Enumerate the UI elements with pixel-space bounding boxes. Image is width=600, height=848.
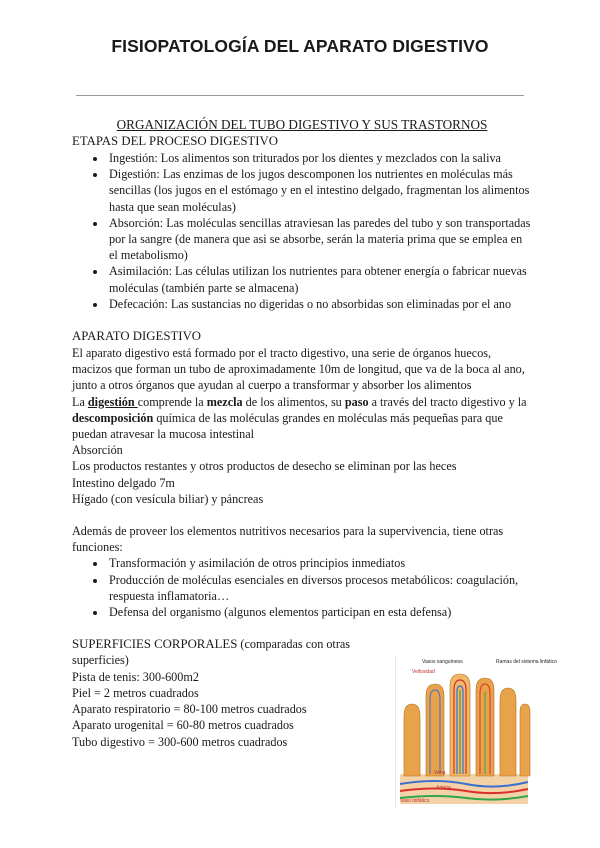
list-item: • Ingestión: Los alimentos son triturados por los dientes y mezclados con la saliva: [107, 150, 532, 166]
surface-item: Aparato urogenital = 60-80 metros cuadrados: [72, 718, 294, 733]
paragraph-aparato: El aparato digestivo está formado por el tracto digestivo, una serie de órganos huecos, macizos que forman un tubo de aproximadamente 10m de longitud, que va de la boca al ano, junto a otros órganos que ayudan al cuerpo a transformar y absorber los alimentos: [72, 346, 525, 393]
label-vaso-linfatico: Vaso linfático: [400, 798, 430, 804]
list-item: • Defecación: Las sustancias no digeridas o no absorbidas son eliminadas por el ano: [107, 296, 532, 312]
list-item: • Absorción: Las moléculas sencillas atraviesan las paredes del tubo y son transportadas por la sangre (de manera que asi se absorbe, serán la materia prima que se emplea en el metabolismo): [107, 215, 532, 264]
term-descomposicion: descomposición: [72, 410, 154, 425]
section-heading-superficies: [72, 636, 372, 668]
list-item: • Transformación y asimilación de otros principios inmediatos: [107, 555, 532, 571]
heading-note: (comparadas con otras superficies): [72, 637, 351, 668]
term-mezcla: mezcla: [206, 394, 243, 409]
functions-intro: Además de proveer los elementos nutritivos necesarios para la supervivencia, tiene otras funciones:: [72, 524, 504, 555]
text-run: La: [72, 394, 88, 409]
term-paso: paso: [344, 394, 369, 409]
text-run: comprende la: [137, 394, 207, 409]
villus: [404, 704, 420, 776]
superficies-block: [72, 636, 372, 749]
list-item: • Producción de moléculas esenciales en diversos procesos metabólicos: coagulación, respuesta inflamatoria…: [107, 572, 532, 604]
section-heading-organizacion: ORGANIZACIÓN DEL TUBO DIGESTIVO Y SUS TRASTORNOS: [116, 117, 488, 132]
document-title: FISIOPATOLOGÍA DEL APARATO DIGESTIVO: [111, 36, 489, 56]
line-higado: Hígado (con vesícula biliar) y páncreas: [72, 491, 264, 506]
list-item: • Defensa del organismo (algunos elementos participan en esta defensa): [107, 604, 532, 620]
intestinal-villi-illustration: [395, 656, 557, 808]
list-item: • Asimilación: Las células utilizan los nutrientes para obtener energía o fabricar nuevas moléculas (también parte se almacena): [107, 263, 532, 295]
subheading-etapas: ETAPAS DEL PROCESO DIGESTIVO: [72, 134, 278, 148]
text-run: química de las moléculas grandes en moléculas más pequeñas para que puedan atravesar la mucosa intestinal: [72, 410, 503, 442]
section-heading-aparato: APARATO DIGESTIVO: [72, 329, 202, 344]
title-divider: [76, 95, 524, 96]
surface-item: Pista de tenis: 300-600m2: [72, 669, 199, 684]
line-intestino: Intestino delgado 7m: [72, 475, 175, 490]
line-productos: Los productos restantes y otros productos de desecho se eliminan por las heces: [72, 459, 457, 474]
line-absorcion: Absorción: [72, 443, 123, 458]
term-digestion: digestión: [87, 394, 138, 409]
list-item: • Digestión: Las enzimas de los jugos descomponen los nutrientes en moléculas más sencillas (los jugos en el estómago y en el intestino delgado, fragmentan los alimentos hasta que sean moléculas): [107, 166, 532, 215]
villus: [520, 704, 530, 776]
text-run: de los alimentos, su: [242, 394, 345, 409]
surface-item: Aparato respiratorio = 80-100 metros cuadrados: [72, 702, 307, 717]
villus: [426, 684, 444, 776]
paragraph-digestion: [72, 394, 532, 443]
document-body: [72, 116, 532, 750]
surface-item: Piel = 2 metros cuadrados: [72, 685, 199, 700]
label-ramas: Ramas del sistema linfático: [496, 659, 557, 665]
heading-text: SUPERFICIES CORPORALES: [72, 637, 238, 652]
label-vellosidad: Vellosidad: [412, 669, 435, 675]
label-arteria: Arteria: [436, 785, 451, 791]
label-vena: Vena: [434, 770, 446, 776]
villus: [500, 688, 516, 776]
villi-svg: [396, 656, 557, 808]
text-run: a través del tracto digestivo y la: [368, 394, 527, 409]
surface-item: Tubo digestivo = 300-600 metros cuadrados: [72, 734, 288, 749]
label-vasos: Vasos sanguíneos: [422, 659, 463, 665]
functions-list: [72, 555, 532, 620]
stages-list: [72, 150, 532, 312]
